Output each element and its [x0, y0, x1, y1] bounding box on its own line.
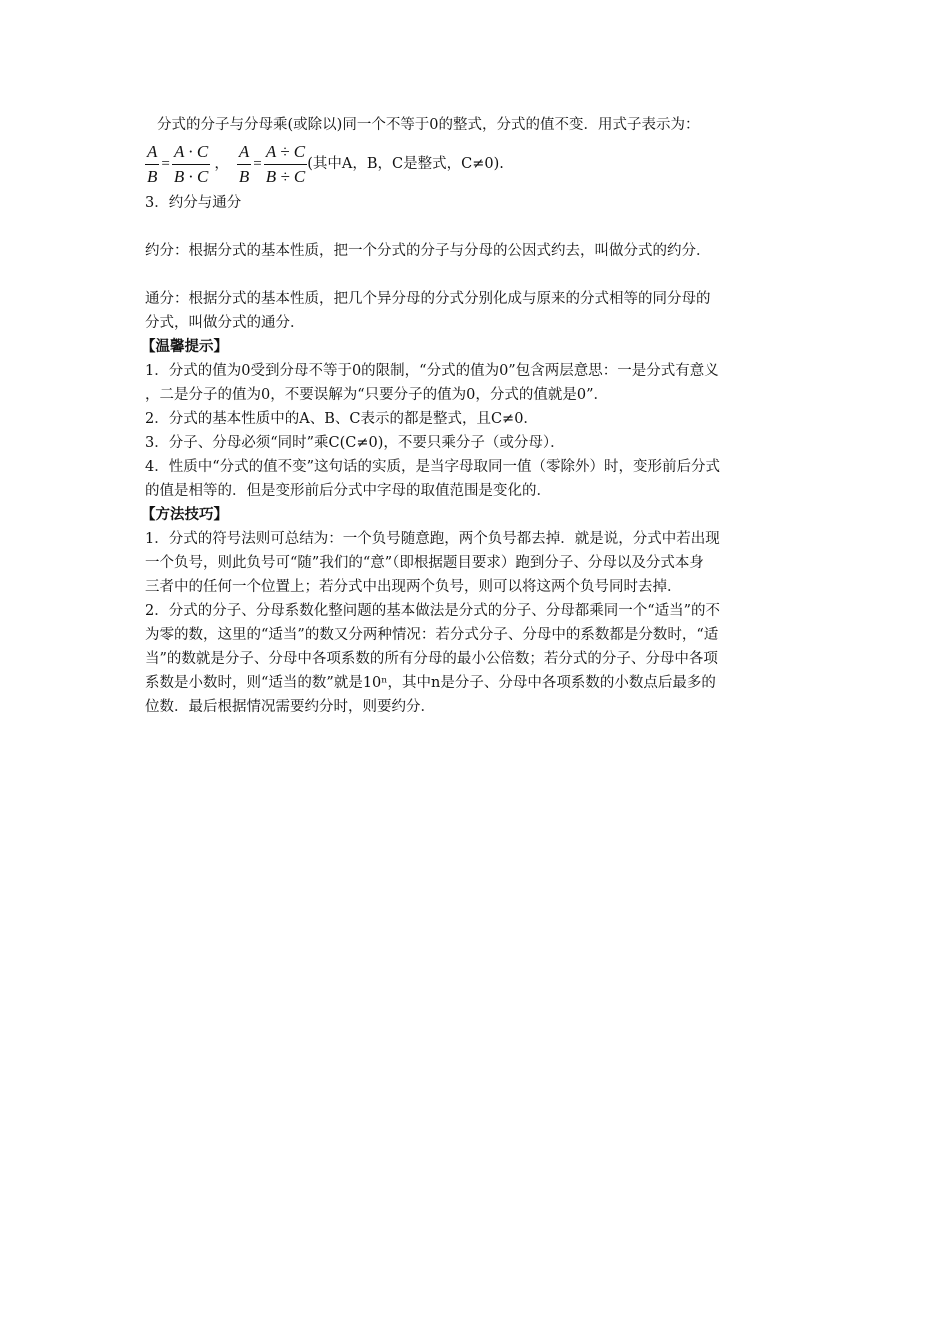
property-formula: [145, 137, 815, 191]
equals-sign: =: [161, 156, 170, 172]
yuefen-definition: 约分：根据分式的基本性质，把一个分式的分子与分母的公因式约去，叫做分式的约分．: [145, 243, 711, 259]
methods-heading: 【方法技巧】: [141, 506, 228, 523]
fraction-a-over-b: $\frac{A}{B}$: [147, 141, 158, 186]
method-line: 一个负号，则此负号可“随”我们的“意”（即根据题目要求）跑到分子、分母以及分式本身: [145, 555, 704, 571]
intro-text: 分式的分子与分母乘(或除以)同一个不等于0的整式，分式的值不变．用式子表示为：: [157, 117, 700, 133]
method-line: 位数．最后根据情况需要约分时，则要约分．: [145, 699, 435, 715]
spacer: [145, 215, 815, 239]
tip-line: 1．分式的值为0受到分母不等于0的限制，“分式的值为0”包含两层意思：一是分式有意义: [145, 363, 719, 379]
tip-line: 2．分式的基本性质中的A、B、C表示的都是整式，且C≠0．: [145, 411, 538, 427]
fraction-adivc-over-bdivc: $\frac{A \div C}{B \div C}$: [265, 141, 306, 186]
method-line: 2．分式的分子、分母系数化整问题的基本做法是分式的分子、分母都乘同一个“适当”的不: [145, 603, 721, 619]
tip-line: 3．分子、分母必须“同时”乘C(C≠0)，不要只乘分子（或分母）．: [145, 435, 565, 451]
formula-note: (其中A，B，C是整式，C≠0).: [307, 156, 504, 172]
method-line: 三者中的任何一个位置上；若分式中出现两个负号，则可以将这两个负号同时去掉．: [145, 579, 682, 595]
method-line: 1．分式的符号法则可总结为：一个负号随意跑，两个负号都去掉．就是说，分式中若出现: [145, 531, 720, 547]
method-line: 系数是小数时，则“适当的数”就是10ⁿ，其中n是分子、分母中各项系数的小数点后最多的: [145, 675, 716, 691]
spacer: [145, 263, 815, 287]
method-line: 当”的数就是分子、分母中各项系数的所有分母的最小公倍数；若分式的分子、分母中各项: [145, 651, 718, 667]
section-3-heading: 3．约分与通分: [145, 195, 242, 211]
tongfen-line: 通分：根据分式的基本性质，把几个异分母的分式分别化成与原来的分式相等的同分母的: [145, 291, 711, 307]
tip-line: ，二是分子的值为0，不要误解为“只要分子的值为0，分式的值就是0”．: [145, 387, 608, 403]
method-line: 为零的数，这里的“适当”的数又分两种情况：若分式分子、分母中的系数都是分数时，“适: [145, 627, 719, 643]
document-body: [141, 113, 815, 719]
tip-line: 的值是相等的．但是变形前后分式中字母的取值范围是变化的．: [145, 483, 551, 499]
tips-heading: 【温馨提示】: [141, 338, 228, 355]
tongfen-line: 分式，叫做分式的通分．: [145, 315, 305, 331]
tip-line: 4．性质中“分式的值不变”这句话的实质，是当字母取同一值（零除外）时，变形前后分式: [145, 459, 721, 475]
fraction-ac-over-bc: $\frac{A \cdot C}{B \cdot C}$: [173, 141, 209, 186]
equals-sign-2: =: [253, 156, 262, 172]
fraction-a-over-b-2: $\frac{A}{B}$: [238, 141, 250, 186]
formula-comma: ，: [214, 156, 229, 172]
